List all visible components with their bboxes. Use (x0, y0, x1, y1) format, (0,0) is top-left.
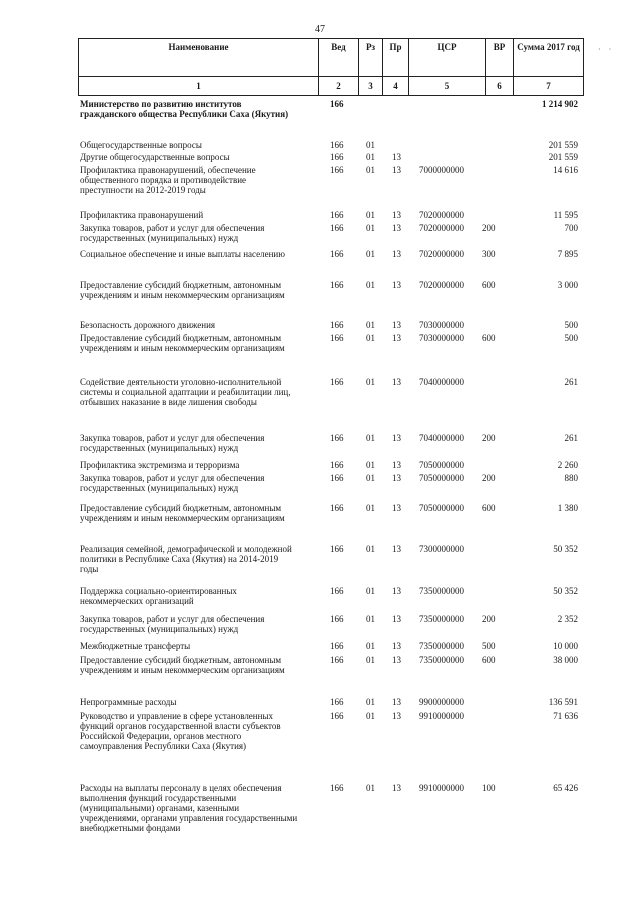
row-sum: 7 895 (557, 249, 578, 259)
row-vr: 600 (482, 333, 496, 343)
row-sum: 261 (564, 433, 578, 443)
row-name-line: учреждениям и иным некоммерческим организациям (80, 343, 285, 353)
row-sum: 700 (564, 223, 578, 233)
row-csr: 7020000000 (419, 249, 464, 259)
row-pr: 13 (392, 586, 401, 596)
row-name-line: государственных (муниципальных) нужд (80, 483, 239, 493)
row-name-line: системы и социальной адаптации и реабилитации лиц, (80, 387, 291, 397)
row-pr: 13 (392, 783, 401, 793)
row-name (80, 433, 320, 453)
row-rz: 01 (366, 165, 375, 175)
row-ved: 166 (330, 655, 344, 665)
row-name (80, 641, 320, 651)
row-sum: 201 559 (548, 140, 578, 150)
row-name-line: Другие общегосударственные вопросы (80, 152, 230, 162)
row-name-line: гражданского общества Республики Саха (Якутия) (80, 109, 289, 119)
row-csr: 7020000000 (419, 223, 464, 233)
row-csr: 7350000000 (419, 655, 464, 665)
row-csr: 7300000000 (419, 544, 464, 554)
row-name (80, 223, 320, 243)
table-header (78, 38, 584, 96)
row-pr: 13 (392, 544, 401, 554)
row-pr: 13 (392, 249, 401, 259)
row-csr: 7050000000 (419, 473, 464, 483)
row-pr: 13 (392, 711, 401, 721)
row-ved: 166 (330, 473, 344, 483)
edge-mark: · · (598, 45, 615, 54)
row-pr: 13 (392, 333, 401, 343)
row-csr: 9910000000 (419, 783, 464, 793)
row-name (80, 473, 320, 493)
row-name (80, 697, 320, 707)
row-name (80, 586, 320, 606)
row-csr: 7030000000 (419, 333, 464, 343)
column-number: 6 (486, 77, 514, 96)
header-pr: Пр (383, 39, 409, 77)
row-pr: 13 (392, 460, 401, 470)
row-ved: 166 (330, 99, 344, 109)
row-sum: 261 (564, 377, 578, 387)
row-pr: 13 (392, 655, 401, 665)
row-name (80, 320, 320, 330)
row-ved: 166 (330, 586, 344, 596)
row-csr: 7020000000 (419, 280, 464, 290)
row-csr: 7040000000 (419, 433, 464, 443)
row-name-line: политики в Республике Саха (Якутия) на 2014-2019 (80, 554, 279, 564)
row-sum: 2 260 (557, 460, 578, 470)
row-ved: 166 (330, 152, 344, 162)
row-sum: 10 000 (553, 641, 578, 651)
row-ved: 166 (330, 433, 344, 443)
row-name (80, 333, 320, 353)
row-sum: 2 352 (557, 614, 578, 624)
row-sum: 201 559 (548, 152, 578, 162)
row-pr: 13 (392, 503, 401, 513)
row-name-line: государственных (муниципальных) нужд (80, 443, 239, 453)
row-name (80, 544, 320, 574)
row-vr: 600 (482, 503, 496, 513)
row-name-line: Содействие деятельности уголовно-исполнительной (80, 377, 282, 387)
row-name-line: Безопасность дорожного движения (80, 320, 216, 330)
row-name-line: Закупка товаров, работ и услуг для обеспечения (80, 223, 265, 233)
row-sum: 11 595 (553, 210, 578, 220)
row-name-line: Министерство по развитию институтов (80, 99, 242, 109)
row-vr: 200 (482, 223, 496, 233)
row-csr: 7050000000 (419, 460, 464, 470)
row-vr: 200 (482, 614, 496, 624)
page-number: 47 (315, 24, 325, 35)
column-number: 7 (514, 77, 584, 96)
row-csr: 7040000000 (419, 377, 464, 387)
row-name-line: функций органов государственной власти субъектов (80, 721, 281, 731)
row-name-line: выполнения функций государственными (80, 793, 237, 803)
row-rz: 01 (366, 503, 375, 513)
row-name-line: (муниципальными) органами, казенными (80, 803, 240, 813)
row-pr: 13 (392, 473, 401, 483)
header-rz: Рз (359, 39, 383, 77)
row-name-line: отбывших наказание в виде лишения свободы (80, 397, 257, 407)
row-pr: 13 (392, 320, 401, 330)
column-number: 2 (319, 77, 359, 96)
row-name-line: Профилактика правонарушений (80, 210, 204, 220)
row-name (80, 783, 320, 833)
row-pr: 13 (392, 165, 401, 175)
header-vr: ВР (486, 39, 514, 77)
row-name-line: Российской Федерации, органов местного (80, 731, 242, 741)
header-row (79, 39, 584, 77)
row-ved: 166 (330, 210, 344, 220)
row-name-line: учреждениям и иным некоммерческим организациям (80, 290, 285, 300)
row-ved: 166 (330, 711, 344, 721)
row-name-line: учреждениям и иным некоммерческим организациям (80, 513, 285, 523)
row-rz: 01 (366, 614, 375, 624)
row-sum: 1 214 902 (542, 99, 578, 109)
row-rz: 01 (366, 711, 375, 721)
row-sum: 1 380 (557, 503, 578, 513)
header-csr: ЦСР (409, 39, 486, 77)
row-name-line: внебюджетными фондами (80, 823, 181, 833)
row-name-line: общественного порядка и противодействие (80, 175, 247, 185)
row-sum: 3 000 (557, 280, 578, 290)
header-ved: Вед (319, 39, 359, 77)
row-pr: 13 (392, 433, 401, 443)
row-rz: 01 (366, 280, 375, 290)
row-vr: 500 (482, 641, 496, 651)
row-name (80, 165, 320, 195)
row-vr: 200 (482, 473, 496, 483)
row-rz: 01 (366, 473, 375, 483)
column-number: 3 (359, 77, 383, 96)
column-number-row (79, 77, 584, 96)
row-name-line: Непрограммные расходы (80, 697, 177, 707)
row-sum: 880 (564, 473, 578, 483)
row-pr: 13 (392, 377, 401, 387)
row-sum: 38 000 (553, 655, 578, 665)
row-sum: 65 426 (553, 783, 578, 793)
row-vr: 600 (482, 280, 496, 290)
row-name-line: самоуправления Республики Саха (Якутия) (80, 741, 247, 751)
row-rz: 01 (366, 223, 375, 233)
row-csr: 9910000000 (419, 711, 464, 721)
row-ved: 166 (330, 223, 344, 233)
row-name-line: Предоставление субсидий бюджетным, автономным (80, 655, 282, 665)
row-name (80, 614, 320, 634)
row-name-line: Социальное обеспечение и иные выплаты населению (80, 249, 285, 259)
row-name-line: Общегосударственные вопросы (80, 140, 202, 150)
row-ved: 166 (330, 641, 344, 651)
row-csr: 7020000000 (419, 210, 464, 220)
column-number: 5 (409, 77, 486, 96)
row-pr: 13 (392, 223, 401, 233)
row-name (80, 460, 320, 470)
row-pr: 13 (392, 697, 401, 707)
row-name-line: Предоставление субсидий бюджетным, автономным (80, 333, 282, 343)
row-ved: 166 (330, 140, 344, 150)
row-name-line: Закупка товаров, работ и услуг для обеспечения (80, 433, 265, 443)
row-name-line: Межбюджетные трансферты (80, 641, 191, 651)
row-sum: 14 616 (553, 165, 578, 175)
row-csr: 7350000000 (419, 641, 464, 651)
row-csr: 7000000000 (419, 165, 464, 175)
header-sum: Сумма 2017 год (514, 39, 584, 77)
row-name-line: Расходы на выплаты персоналу в целях обеспечения (80, 783, 282, 793)
row-csr: 9900000000 (419, 697, 464, 707)
row-rz: 01 (366, 210, 375, 220)
row-name (80, 655, 320, 675)
row-vr: 200 (482, 433, 496, 443)
row-csr: 7050000000 (419, 503, 464, 513)
row-rz: 01 (366, 460, 375, 470)
column-number: 1 (79, 77, 319, 96)
row-name (80, 711, 320, 751)
row-name-line: некоммерческих организаций (80, 596, 194, 606)
row-name-line: Профилактика экстремизма и терроризма (80, 460, 240, 470)
row-name (80, 377, 320, 407)
row-ved: 166 (330, 249, 344, 259)
row-ved: 166 (330, 614, 344, 624)
row-vr: 300 (482, 249, 496, 259)
row-ved: 166 (330, 697, 344, 707)
row-rz: 01 (366, 586, 375, 596)
row-rz: 01 (366, 140, 375, 150)
row-ved: 166 (330, 165, 344, 175)
row-sum: 136 591 (548, 697, 578, 707)
row-ved: 166 (330, 783, 344, 793)
row-rz: 01 (366, 320, 375, 330)
row-pr: 13 (392, 614, 401, 624)
row-rz: 01 (366, 333, 375, 343)
row-sum: 71 636 (553, 711, 578, 721)
row-sum: 500 (564, 333, 578, 343)
row-rz: 01 (366, 377, 375, 387)
row-name (80, 152, 320, 162)
column-number: 4 (383, 77, 409, 96)
row-name (80, 249, 320, 259)
row-vr: 600 (482, 655, 496, 665)
row-rz: 01 (366, 655, 375, 665)
row-rz: 01 (366, 152, 375, 162)
row-rz: 01 (366, 641, 375, 651)
row-csr: 7030000000 (419, 320, 464, 330)
row-csr: 7350000000 (419, 586, 464, 596)
row-sum: 500 (564, 320, 578, 330)
row-name-line: Руководство и управление в сфере установленных (80, 711, 273, 721)
row-pr: 13 (392, 641, 401, 651)
row-name (80, 99, 320, 119)
row-name-line: государственных (муниципальных) нужд (80, 233, 239, 243)
row-ved: 166 (330, 320, 344, 330)
row-ved: 166 (330, 503, 344, 513)
row-pr: 13 (392, 280, 401, 290)
row-ved: 166 (330, 377, 344, 387)
row-name-line: государственных (муниципальных) нужд (80, 624, 239, 634)
row-rz: 01 (366, 433, 375, 443)
row-name-line: учреждениям и иным некоммерческим организациям (80, 665, 285, 675)
row-ved: 166 (330, 460, 344, 470)
row-sum: 50 352 (553, 586, 578, 596)
row-name (80, 503, 320, 523)
row-sum: 50 352 (553, 544, 578, 554)
row-name-line: годы (80, 564, 99, 574)
row-rz: 01 (366, 544, 375, 554)
row-rz: 01 (366, 783, 375, 793)
row-csr: 7350000000 (419, 614, 464, 624)
row-name-line: Закупка товаров, работ и услуг для обеспечения (80, 473, 265, 483)
row-name (80, 280, 320, 300)
row-name-line: Предоставление субсидий бюджетным, автономным (80, 503, 282, 513)
header-name: Наименование (79, 39, 319, 77)
row-rz: 01 (366, 249, 375, 259)
row-name-line: Поддержка социально-ориентированных (80, 586, 237, 596)
row-name (80, 140, 320, 150)
row-pr: 13 (392, 152, 401, 162)
row-rz: 01 (366, 697, 375, 707)
row-ved: 166 (330, 333, 344, 343)
row-name-line: Реализация семейной, демографической и молодежной (80, 544, 292, 554)
row-name-line: преступности на 2012-2019 годы (80, 185, 206, 195)
row-name-line: учреждениями, органами управления государственными (80, 813, 298, 823)
row-name-line: Закупка товаров, работ и услуг для обеспечения (80, 614, 265, 624)
row-name (80, 210, 320, 220)
row-pr: 13 (392, 210, 401, 220)
row-name-line: Профилактика правонарушений, обеспечение (80, 165, 256, 175)
row-ved: 166 (330, 280, 344, 290)
row-vr: 100 (482, 783, 496, 793)
row-name-line: Предоставление субсидий бюджетным, автономным (80, 280, 282, 290)
row-ved: 166 (330, 544, 344, 554)
